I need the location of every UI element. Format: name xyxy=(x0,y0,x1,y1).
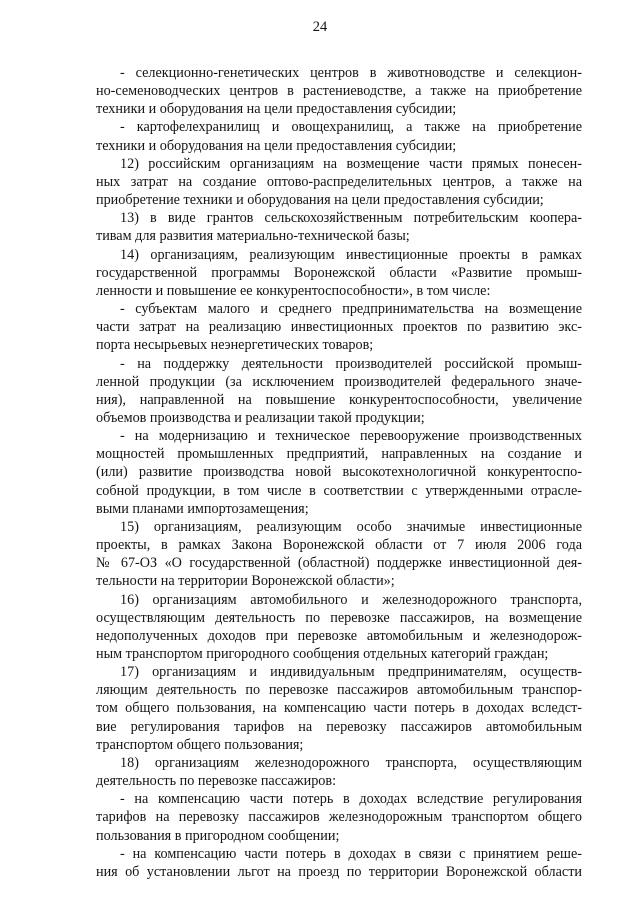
text-line: - на компенсацию части потерь в доходах в связи с принятием реше- xyxy=(120,845,582,862)
text-line: ния), направленной на повышение конкурентоспособности, увеличение xyxy=(96,391,582,408)
text-line: - на компенсацию части потерь в доходах вследствие регулирования xyxy=(120,791,582,808)
text-line: вие регулирования тарифов на перевозку пассажиров автомобильным xyxy=(96,718,582,735)
text-line: объемов производства и реализации такой продукции; xyxy=(96,409,425,426)
text-line: деятельность по перевозке пассажиров: xyxy=(96,773,337,790)
text-line: 13) в виде грантов сельскохозяйственным потребительским коопера- xyxy=(120,210,582,227)
text-line: 16) организациям автомобильного и железнодорожного транспорта, xyxy=(120,591,582,608)
paragraph xyxy=(96,355,582,428)
paragraph xyxy=(96,118,582,154)
paragraph xyxy=(96,845,582,881)
text-line: транспортом общего пользования; xyxy=(96,736,304,753)
paragraph xyxy=(96,790,582,844)
text-line: 14) организациям, реализующим инвестиционные проекты в рамках xyxy=(120,246,582,263)
text-line: 15) организациям, реализующим особо значимые инвестиционные xyxy=(120,518,582,535)
paragraph xyxy=(96,754,582,790)
text-line: порта несырьевых неэнергетических товаров; xyxy=(96,337,374,354)
text-line: части затрат на реализацию инвестиционных проектов по развитию экс- xyxy=(96,319,582,336)
text-line: приобретение техники и оборудования на цели предоставления субсидии; xyxy=(96,192,544,209)
paragraph xyxy=(96,591,582,664)
paragraph xyxy=(96,663,582,754)
text-line: мощностей промышленных предприятий, направленных на создание и xyxy=(96,446,582,463)
text-line: проекты, в рамках Закона Воронежской области от 7 июля 2006 года xyxy=(96,537,582,554)
text-line: 18) организациям железнодорожного транспорта, осуществляющим xyxy=(120,754,582,771)
text-line: государственной программы Воронежской области «Развитие промыш- xyxy=(96,264,582,281)
text-line: - картофелехранилищ и овощехранилищ, а также на приобретение xyxy=(120,119,582,136)
text-line: тельности на территории Воронежской области»; xyxy=(96,573,395,590)
text-line: техники и оборудования на цели предоставления субсидии; xyxy=(96,137,457,154)
page-number: 24 xyxy=(312,19,328,35)
paragraph xyxy=(96,300,582,354)
text-line: - селекционно-генетических центров в животноводстве и селекцион- xyxy=(120,65,582,81)
paragraph xyxy=(96,246,582,300)
text-line: но-семеноводческих центров в растениеводстве, а также на приобретение xyxy=(96,83,582,100)
text-line: № 67-ОЗ «О государственной (областной) поддержке инвестиционной дея- xyxy=(96,555,582,572)
text-line: 17) организациям и индивидуальным предпринимателям, осуществ- xyxy=(120,664,582,681)
paragraph xyxy=(96,209,582,245)
text-line: ленности и повышение ее конкурентоспособности», в том числе: xyxy=(96,282,491,299)
text-line: недополученных доходов при перевозке автомобильным и железнодорож- xyxy=(96,627,582,644)
text-line: ния об установлении льгот на проезд по территории Воронежской области xyxy=(96,863,582,880)
text-line: ленной продукции (за исключением производителей федерального значе- xyxy=(96,373,582,390)
document-body xyxy=(96,64,582,881)
text-line: (или) развитие производства новой высокотехнологичной конкурентоспо- xyxy=(96,464,582,481)
text-line: - субъектам малого и среднего предпринимательства на возмещение xyxy=(120,301,582,318)
text-line: выми планами импортозамещения; xyxy=(96,500,309,517)
paragraph xyxy=(96,155,582,209)
text-line: осуществляющим деятельность по перевозке пассажиров, на возмещение xyxy=(96,609,582,626)
text-line: тарифов на перевозку пассажиров железнодорожным транспортом общего xyxy=(96,809,582,826)
text-line: том общего пользования, на компенсацию части потерь в доходах вследст- xyxy=(96,700,582,717)
paragraph xyxy=(96,518,582,591)
text-line: тивам для развития материально-технической базы; xyxy=(96,228,410,245)
text-line: ным транспортом пригородного сообщения отдельных категорий граждан; xyxy=(96,646,549,662)
text-line: 12) российским организациям на возмещение части прямых понесен- xyxy=(120,155,582,172)
text-line: собной продукции, в том числе в соответствии с утвержденными отрасле- xyxy=(96,482,582,499)
text-line: - на модернизацию и техническое перевооружение производственных xyxy=(120,428,582,445)
text-line: - на поддержку деятельности производителей российской промыш- xyxy=(120,355,582,372)
paragraph xyxy=(96,427,582,518)
paragraph xyxy=(96,64,582,118)
text-line: техники и оборудования на цели предоставления субсидии; xyxy=(96,101,457,118)
text-line: ных затрат на создание оптово-распределительных центров, а также на xyxy=(96,173,582,190)
text-line: пользования в пригородном сообщении; xyxy=(96,827,340,844)
text-line: ляющим деятельность по перевозке пассажиров автомобильным транспор- xyxy=(96,682,582,699)
